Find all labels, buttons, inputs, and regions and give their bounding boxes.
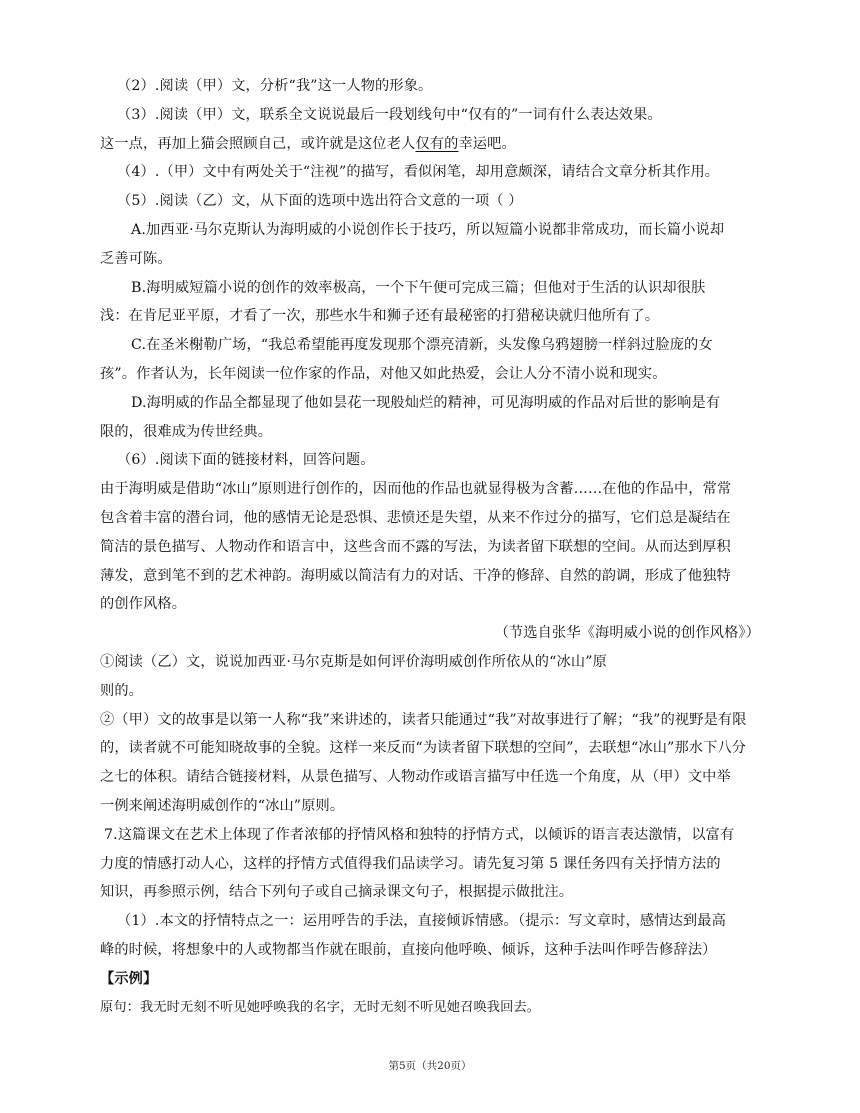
question-7-1-line-2: 峰的时候，将想象中的人或物都当作就在眼前，直接向他呼唤、倾诉，这种手法叫作呼告修辞法） <box>100 941 717 958</box>
question-2: （2）.阅读（甲）文，分析“我”这一人物的形象。 <box>117 78 433 94</box>
original-sentence: 原句：我无时无刻不听见她呼唤我的名字，无时无刻不听见她召唤我回去。 <box>100 999 541 1015</box>
question-5: （5）.阅读（乙）文，从下面的选项中选出符合文意的一项（ ） <box>117 193 523 210</box>
option-a-line-1: A.加西亚·马尔克斯认为海明威的小说创作长于技巧，所以短篇小说都非常成功，而长篇小说却 <box>131 221 725 238</box>
underlined-phrase: 仅有的 <box>415 135 459 152</box>
link-material-source: （节选自张华《海明威小说的创作风格》） <box>494 625 760 642</box>
sub-question-2-line-1: ②（甲）文的故事是以第一人称“我”来讲述的，读者只能通过“我”对故事进行了解；“我”的视野是有限 <box>100 711 747 728</box>
option-c-line-2: 孩”。作者认为，长年阅读一位作家的作品，对他又如此热爱，会让人分不清小说和现实。 <box>100 365 667 382</box>
option-b-line-1: B.海明威短篇小说的创作的效率极高，一个下午便可完成三篇；但他对于生活的认识却很肤 <box>131 279 706 296</box>
quote-text-post: 幸运吧。 <box>458 135 516 152</box>
question-6: （6）.阅读下面的链接材料，回答问题。 <box>117 452 375 469</box>
link-material-line-2: 包含着丰富的潜台词，他的感情无论是恐惧、悲愤还是失望，从来不作过分的描写，它们总是凝结在 <box>100 509 731 526</box>
option-a-line-2: 乏善可陈。 <box>100 250 172 267</box>
page-footer: 第5页（共20页） <box>388 1060 472 1072</box>
sub-question-2-line-3: 之七的体积。请结合链接材料，从景色描写、人物动作或语言描写中任选一个角度，从（甲）文中举 <box>100 769 731 786</box>
sub-question-1-line-2: 则的。 <box>100 682 144 699</box>
question-4: （4）.（甲）文中有两处关于“注视”的描写，看似闲笔，却用意颇深，请结合文章分析其作用。 <box>117 164 720 181</box>
question-3: （3）.阅读（甲）文，联系全文说说最后一段划线句中“仅有的”一词有什么表达效果。 <box>117 106 662 123</box>
quote-text-pre: 这一点，再加上猫会照顾自己，或许就是这位老人 <box>100 135 416 152</box>
question-7-line-3: 知识，再参照示例，结合下列句子或自己摘录课文句子，根据提示做批注。 <box>100 884 574 901</box>
question-7-line-2: 力度的情感打动人心，这样的抒情方式值得我们品读学习。请先复习第 5 课任务四有关抒情方法的 <box>100 855 721 872</box>
option-d-line-1: D.海明威的作品全都显现了他如昙花一现般灿烂的精神，可见海明威的作品对后世的影响是有 <box>131 394 721 411</box>
link-material-line-3: 简洁的景色描写、人物动作和语言中，这些含而不露的写法，为读者留下联想的空间。从而达到厚积 <box>100 538 731 555</box>
question-3-quote <box>100 130 760 159</box>
document-page <box>100 72 760 1022</box>
option-c-line-1: C.在圣米榭勒广场，“我总希望能再度发现那个漂亮清新，头发像乌鸦翅膀一样斜过脸庞的女 <box>131 337 713 354</box>
option-d-line-2: 限的，很难成为传世经典。 <box>100 423 273 440</box>
option-b-line-2: 浅：在肯尼亚平原，才看了一次，那些水牛和狮子还有最秘密的打猎秘诀就归他所有了。 <box>100 308 660 325</box>
question-7-1-line-1: （1）.本文的抒情特点之一：运用呼告的手法，直接倾诉情感。（提示：写文章时，感情达到最高 <box>117 913 726 930</box>
question-7-line-1: 7.这篇课文在艺术上体现了作者浓郁的抒情风格和独特的抒情方式，以倾诉的语言表达激情，以富有 <box>104 826 735 843</box>
sub-question-2-line-4: 一例来阐述海明威创作的“冰山”原则。 <box>100 797 345 814</box>
sub-question-2-line-2: 的，读者就不可能知晓故事的全貌。这样一来反而“为读者留下联想的空间”，去联想“冰山”那水下八分 <box>100 740 747 757</box>
link-material-line-4: 薄发，意到笔不到的艺术神韵。海明威以简洁有力的对话、干净的修辞、自然的韵调，形成了他独特 <box>100 567 731 584</box>
link-material-line-1: 由于海明威是借助“冰山”原则进行创作的，因而他的作品也就显得极为含蓄……在他的作品中，常常 <box>100 481 732 498</box>
sub-question-1-line-1: ①阅读（乙）文，说说加西亚·马尔克斯是如何评价海明威创作所依从的“冰山”原 <box>100 653 607 670</box>
link-material-line-5: 的创作风格。 <box>100 596 187 613</box>
example-label: 【示例】 <box>100 970 158 987</box>
